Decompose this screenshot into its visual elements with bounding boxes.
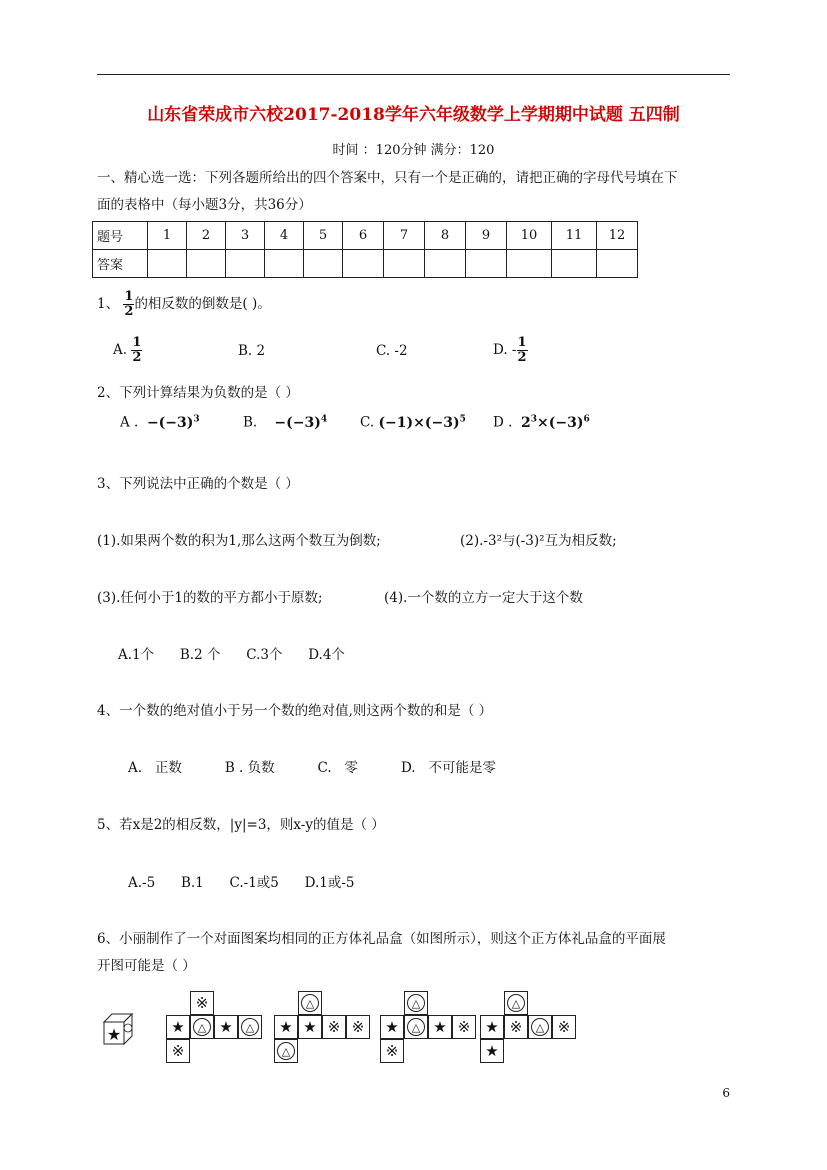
table-row — [93, 250, 638, 278]
option-label: D. - — [493, 342, 517, 358]
option-label: D . — [493, 414, 513, 431]
star-icon: ★ — [380, 1015, 404, 1039]
circle-triangle-icon — [504, 991, 528, 1015]
triangle-in-circle: △ — [301, 994, 319, 1012]
option-fraction — [131, 336, 142, 365]
table-header-cell: 答案 — [93, 250, 148, 278]
asterism-icon: ※ — [346, 1015, 370, 1039]
circle-triangle-icon — [298, 991, 322, 1015]
option-label: B. — [243, 414, 258, 431]
page-title: 山东省荣成市六校2017-2018学年六年级数学上学期期中试题 五四制 — [147, 105, 680, 125]
question-number: 1 — [148, 222, 187, 250]
circle-triangle-icon — [274, 1039, 298, 1063]
asterism-icon: ※ — [190, 991, 214, 1015]
exam-info: 时间 ：120分钟 满分：120 — [332, 143, 495, 158]
q1-fraction — [123, 290, 134, 319]
answer-cell[interactable] — [552, 250, 597, 278]
option-label: C. — [360, 414, 375, 431]
star-icon: ★ — [480, 1015, 504, 1039]
question-number: 11 — [552, 222, 597, 250]
exponent: 4 — [320, 414, 328, 424]
page-number: 6 — [722, 1086, 730, 1100]
question-6-line1: 6、小丽制作了一个对面图案均相同的正方体礼品盒（如图所示），则这个正方体礼品盒的平面展 — [97, 931, 666, 947]
star-icon: ★ — [428, 1015, 452, 1039]
math-expression — [521, 415, 590, 431]
q3-statement-1: (1).如果两个数的积为1,那么这两个数互为倒数; — [97, 533, 381, 549]
question-number: 8 — [425, 222, 466, 250]
math-expression — [147, 415, 200, 431]
section1-line1: 一、精心选一选：下列各题所给出的四个答案中，只有一个是正确的，请把正确的字母代号填在下 — [97, 170, 678, 186]
table-row — [93, 222, 638, 250]
frac-num: 1 — [132, 335, 142, 350]
circle-triangle-icon — [528, 1015, 552, 1039]
math-expression — [378, 415, 465, 431]
asterism-icon: ※ — [552, 1015, 576, 1039]
table-header-cell: 题号 — [93, 222, 148, 250]
q3-statement-4: (4).一个数的立方一定大于这个数 — [384, 590, 583, 606]
option-label: A. — [113, 342, 128, 358]
option-label: A . — [120, 414, 139, 431]
question-number: 2 — [187, 222, 226, 250]
exponent: 6 — [583, 414, 590, 424]
header-rule — [97, 74, 730, 75]
answer-table — [92, 221, 638, 278]
expr: ×(−3) — [537, 414, 584, 431]
question-1 — [97, 290, 271, 319]
q4-options: A. 正数 B . 负数 C. 零 D. 不可能是零 — [128, 760, 496, 776]
question-number: 6 — [343, 222, 384, 250]
q1-option-d — [493, 336, 528, 365]
asterism-icon: ※ — [322, 1015, 346, 1039]
q2-option-d — [493, 414, 590, 431]
star-icon: ★ — [166, 1015, 190, 1039]
exponent: 3 — [193, 414, 200, 424]
question-number: 9 — [466, 222, 507, 250]
question-number: 12 — [597, 222, 638, 250]
answer-cell[interactable] — [265, 250, 304, 278]
exponent: 5 — [459, 414, 466, 424]
q3-statement-2: (2).-3²与(-3)²互为相反数; — [460, 533, 617, 549]
frac-den: 2 — [124, 304, 134, 319]
q1-text: 的相反数的倒数是( )。 — [134, 296, 271, 312]
question-number: 10 — [507, 222, 552, 250]
answer-cell[interactable] — [466, 250, 507, 278]
q2-option-c — [360, 414, 466, 431]
triangle-in-circle: △ — [407, 994, 425, 1012]
circle-triangle-icon — [404, 991, 428, 1015]
answer-cell[interactable] — [425, 250, 466, 278]
q3-statement-3: (3).任何小于1的数的平方都小于原数; — [97, 590, 323, 606]
question-5: 5、若x是2的相反数，|y|=3，则x-y的值是（ ） — [97, 817, 385, 833]
asterism-icon: ※ — [166, 1039, 190, 1063]
triangle-in-circle: △ — [277, 1042, 295, 1060]
asterism-icon: ※ — [504, 1015, 528, 1039]
triangle-in-circle: △ — [193, 1018, 211, 1036]
circle-triangle-icon — [238, 1015, 262, 1039]
q1-option-b: B. 2 — [238, 343, 266, 359]
question-number: 7 — [384, 222, 425, 250]
q1-option-c: C. -2 — [376, 343, 408, 359]
question-6-line2: 开图可能是（ ） — [97, 958, 196, 974]
question-number: 5 — [304, 222, 343, 250]
question-4: 4、一个数的绝对值小于另一个数的绝对值,则这两个数的和是（ ） — [97, 703, 493, 719]
asterism-icon: ※ — [380, 1039, 404, 1063]
triangle-in-circle: △ — [531, 1018, 549, 1036]
question-3: 3、下列说法中正确的个数是（ ） — [97, 476, 299, 492]
cube-illustration — [100, 1008, 136, 1048]
q1-number: 1、 — [97, 296, 120, 312]
question-number: 4 — [265, 222, 304, 250]
answer-cell[interactable] — [343, 250, 384, 278]
frac-num: 1 — [517, 335, 527, 350]
q3-options: A.1个 B.2 个 C.3个 D.4个 — [118, 647, 345, 663]
triangle-in-circle: △ — [407, 1018, 425, 1036]
answer-cell[interactable] — [507, 250, 552, 278]
option-fraction — [517, 336, 528, 365]
svg-text:★: ★ — [106, 1025, 122, 1044]
triangle-in-circle: △ — [241, 1018, 259, 1036]
section1-line2: 面的表格中（每小题3分，共36分） — [97, 197, 312, 213]
asterism-icon: ※ — [452, 1015, 476, 1039]
answer-cell[interactable] — [304, 250, 343, 278]
q5-options: A.-5 B.1 C.-1或5 D.1或-5 — [128, 875, 355, 891]
frac-den: 2 — [517, 350, 527, 365]
answer-cell[interactable] — [384, 250, 425, 278]
answer-cell[interactable] — [148, 250, 187, 278]
star-icon: ★ — [298, 1015, 322, 1039]
q2-option-a — [120, 414, 200, 431]
question-2: 2、下列计算结果为负数的是（ ） — [97, 385, 299, 401]
star-icon: ★ — [480, 1039, 504, 1063]
answer-cell[interactable] — [187, 250, 226, 278]
star-icon: ★ — [274, 1015, 298, 1039]
question-number: 3 — [226, 222, 265, 250]
base: 2 — [521, 414, 531, 431]
triangle-in-circle: △ — [507, 994, 525, 1012]
expr: −(−3) — [146, 414, 194, 431]
answer-cell[interactable] — [226, 250, 265, 278]
frac-num: 1 — [124, 289, 134, 304]
star-icon: ★ — [214, 1015, 238, 1039]
math-expression — [274, 415, 327, 431]
answer-cell[interactable] — [597, 250, 638, 278]
q2-option-b — [243, 414, 327, 431]
expr: (−1)×(−3) — [378, 414, 460, 431]
exponent: 3 — [530, 414, 538, 424]
expr: −(−3) — [274, 414, 321, 431]
circle-triangle-icon — [404, 1015, 428, 1039]
frac-den: 2 — [132, 350, 142, 365]
q1-option-a — [113, 336, 142, 365]
circle-triangle-icon — [190, 1015, 214, 1039]
